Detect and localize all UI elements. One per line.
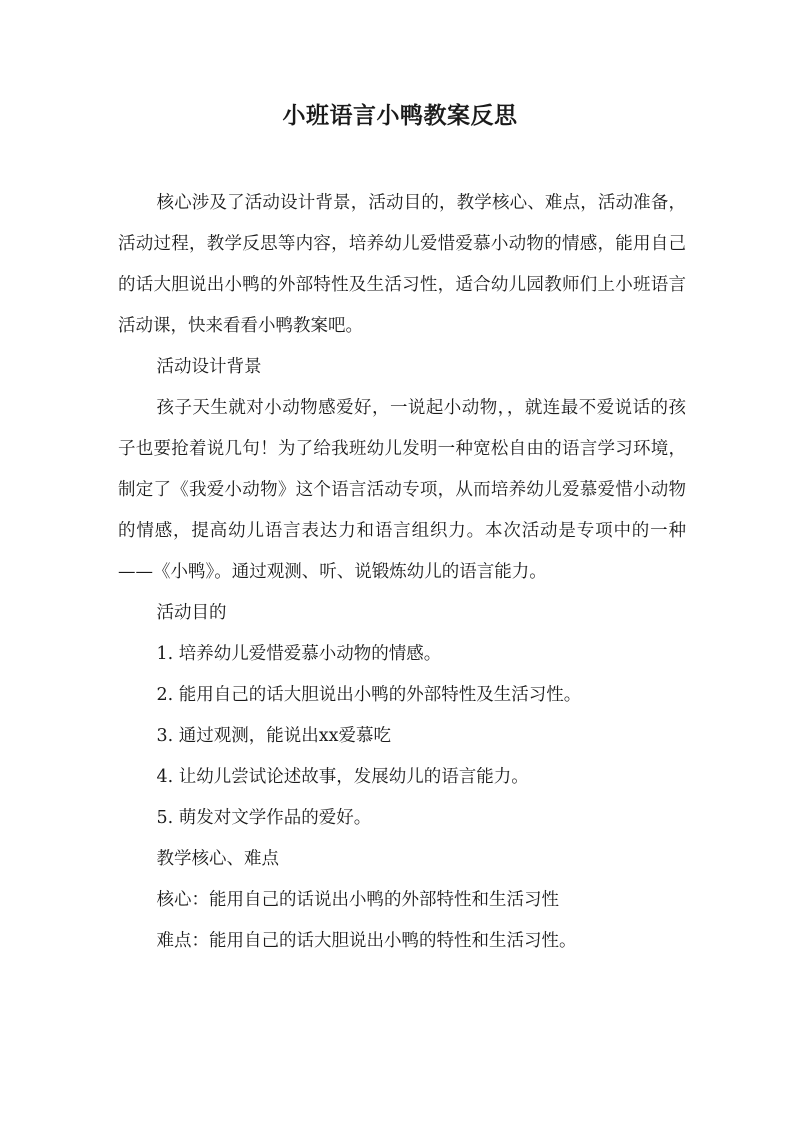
core-heading: 教学核心、难点 — [156, 849, 279, 869]
goals-heading: 活动目的 — [156, 603, 227, 623]
background-heading: 活动设计背景 — [156, 357, 262, 377]
goal-item-1: 1. 培养幼儿爱惜爱慕小动物的情感。 — [156, 644, 442, 664]
goal-item-5: 5. 萌发对文学作品的爱好。 — [156, 808, 372, 828]
difficulty-text: 难点：能用自己的话大胆说出小鸭的特性和生活习性。 — [156, 931, 577, 951]
goal-item-4: 4. 让幼儿尝试论述故事，发展幼儿的语言能力。 — [156, 767, 529, 787]
document-body — [118, 183, 686, 962]
goal-item-2: 2. 能用自己的话大胆说出小鸭的外部特性及生活习性。 — [156, 685, 582, 705]
document-title: 小班语言小鸭教案反思 — [282, 102, 518, 129]
intro-paragraph: 核心涉及了活动设计背景，活动目的，教学核心、难点，活动准备，活动过程，教学反思等内容，培养幼儿爱惜爱慕小动物的情感，能用自己的话大胆说出小鸭的外部特性及生活习性，适合幼儿园教师们上小班语言活动课，快来看看小鸭教案吧。 — [118, 193, 686, 336]
goal-item-3: 3. 通过观测，能说出xx爱慕吃 — [156, 726, 391, 746]
background-paragraph: 孩子天生就对小动物感爱好，一说起小动物，，就连最不爱说话的孩子也要抢着说几句！为了给我班幼儿发明一种宽松自由的语言学习环境，制定了《我爱小动物》这个语言活动专项，从而培养幼儿爱慕爱惜小动物的情感，提高幼儿语言表达力和语言组织力。本次活动是专项中的一种——《小鸭》。通过观测、听、说锻炼幼儿的语言能力。 — [118, 398, 686, 582]
core-text: 核心：能用自己的话说出小鸭的外部特性和生活习性 — [156, 890, 559, 910]
